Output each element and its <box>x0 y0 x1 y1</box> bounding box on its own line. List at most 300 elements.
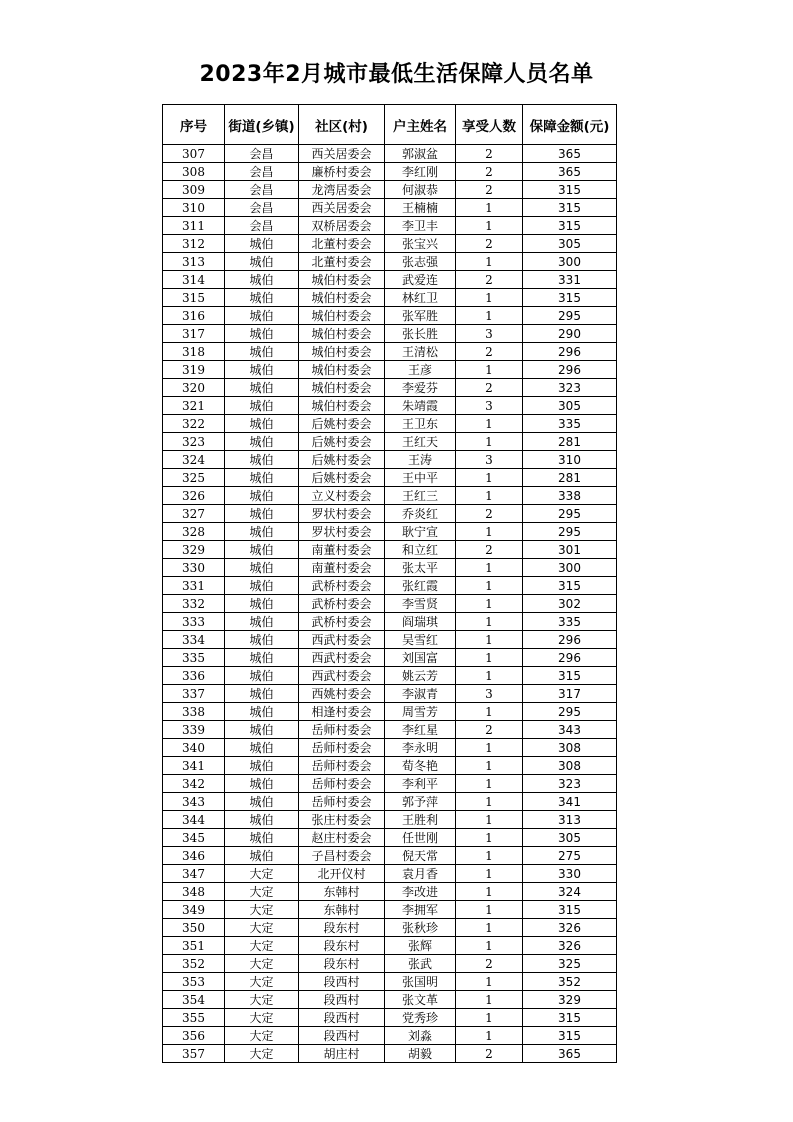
householder-cell: 任世刚 <box>385 829 456 847</box>
householder-cell: 李改进 <box>385 883 456 901</box>
street-cell: 城伯 <box>225 541 299 559</box>
street-cell: 城伯 <box>225 433 299 451</box>
street-cell: 城伯 <box>225 325 299 343</box>
member-count-cell: 1 <box>456 307 523 325</box>
serial-cell: 341 <box>163 757 225 775</box>
table-row <box>163 307 617 325</box>
street-cell: 城伯 <box>225 847 299 865</box>
table-row <box>163 559 617 577</box>
street-cell: 城伯 <box>225 739 299 757</box>
member-count-cell: 1 <box>456 811 523 829</box>
table-row <box>163 1027 617 1045</box>
street-cell: 大定 <box>225 901 299 919</box>
amount-cell: 323 <box>523 775 617 793</box>
member-count-cell: 1 <box>456 829 523 847</box>
householder-cell: 王涛 <box>385 451 456 469</box>
householder-cell: 和立红 <box>385 541 456 559</box>
community-cell: 廉桥村委会 <box>299 163 385 181</box>
householder-cell: 张国明 <box>385 973 456 991</box>
amount-cell: 296 <box>523 343 617 361</box>
community-cell: 相逢村委会 <box>299 703 385 721</box>
householder-cell: 姚云芳 <box>385 667 456 685</box>
member-count-cell: 1 <box>456 217 523 235</box>
table-row <box>163 757 617 775</box>
serial-cell: 316 <box>163 307 225 325</box>
street-cell: 城伯 <box>225 415 299 433</box>
street-cell: 城伯 <box>225 253 299 271</box>
table-row <box>163 199 617 217</box>
serial-cell: 356 <box>163 1027 225 1045</box>
householder-cell: 张红霞 <box>385 577 456 595</box>
member-count-cell: 1 <box>456 973 523 991</box>
header-serial: 序号 <box>163 105 225 145</box>
street-cell: 城伯 <box>225 235 299 253</box>
community-cell: 段东村 <box>299 937 385 955</box>
member-count-cell: 3 <box>456 325 523 343</box>
street-cell: 城伯 <box>225 631 299 649</box>
householder-cell: 张秋珍 <box>385 919 456 937</box>
serial-cell: 315 <box>163 289 225 307</box>
amount-cell: 315 <box>523 199 617 217</box>
community-cell: 段西村 <box>299 973 385 991</box>
serial-cell: 344 <box>163 811 225 829</box>
householder-cell: 李卫丰 <box>385 217 456 235</box>
street-cell: 大定 <box>225 991 299 1009</box>
table-row <box>163 829 617 847</box>
community-cell: 北董村委会 <box>299 253 385 271</box>
amount-cell: 296 <box>523 649 617 667</box>
street-cell: 城伯 <box>225 271 299 289</box>
table-row <box>163 163 617 181</box>
amount-cell: 310 <box>523 451 617 469</box>
street-cell: 会昌 <box>225 145 299 163</box>
householder-cell: 李淑青 <box>385 685 456 703</box>
page-title: 2023年2月城市最低生活保障人员名单 <box>199 62 594 87</box>
street-cell: 城伯 <box>225 811 299 829</box>
amount-cell: 300 <box>523 253 617 271</box>
member-count-cell: 1 <box>456 775 523 793</box>
member-count-cell: 1 <box>456 649 523 667</box>
street-cell: 城伯 <box>225 361 299 379</box>
serial-cell: 318 <box>163 343 225 361</box>
householder-cell: 王清松 <box>385 343 456 361</box>
community-cell: 城伯村委会 <box>299 271 385 289</box>
community-cell: 岳师村委会 <box>299 793 385 811</box>
street-cell: 大定 <box>225 919 299 937</box>
member-count-cell: 1 <box>456 667 523 685</box>
community-cell: 西武村委会 <box>299 667 385 685</box>
member-count-cell: 1 <box>456 739 523 757</box>
serial-cell: 340 <box>163 739 225 757</box>
serial-cell: 319 <box>163 361 225 379</box>
amount-cell: 352 <box>523 973 617 991</box>
serial-cell: 322 <box>163 415 225 433</box>
member-count-cell: 2 <box>456 505 523 523</box>
serial-cell: 310 <box>163 199 225 217</box>
table-row <box>163 361 617 379</box>
member-count-cell: 2 <box>456 379 523 397</box>
householder-cell: 李红星 <box>385 721 456 739</box>
householder-cell: 林红卫 <box>385 289 456 307</box>
table-row <box>163 685 617 703</box>
serial-cell: 337 <box>163 685 225 703</box>
member-count-cell: 1 <box>456 253 523 271</box>
street-cell: 城伯 <box>225 397 299 415</box>
street-cell: 城伯 <box>225 343 299 361</box>
table-row <box>163 955 617 973</box>
amount-cell: 335 <box>523 415 617 433</box>
member-count-cell: 1 <box>456 937 523 955</box>
street-cell: 城伯 <box>225 703 299 721</box>
table-row <box>163 739 617 757</box>
householder-cell: 李爱芬 <box>385 379 456 397</box>
householder-cell: 王中平 <box>385 469 456 487</box>
table-row <box>163 181 617 199</box>
street-cell: 会昌 <box>225 199 299 217</box>
table-row <box>163 721 617 739</box>
table-row <box>163 1009 617 1027</box>
serial-cell: 311 <box>163 217 225 235</box>
table-row <box>163 217 617 235</box>
householder-cell: 袁月香 <box>385 865 456 883</box>
member-count-cell: 2 <box>456 955 523 973</box>
serial-cell: 320 <box>163 379 225 397</box>
member-count-cell: 1 <box>456 991 523 1009</box>
householder-cell: 郭淑盆 <box>385 145 456 163</box>
community-cell: 段西村 <box>299 1027 385 1045</box>
table-row <box>163 883 617 901</box>
street-cell: 城伯 <box>225 793 299 811</box>
community-cell: 城伯村委会 <box>299 361 385 379</box>
member-count-cell: 1 <box>456 1027 523 1045</box>
community-cell: 武桥村委会 <box>299 577 385 595</box>
serial-cell: 326 <box>163 487 225 505</box>
householder-cell: 王红三 <box>385 487 456 505</box>
table-row <box>163 451 617 469</box>
amount-cell: 296 <box>523 631 617 649</box>
community-cell: 后姚村委会 <box>299 469 385 487</box>
member-count-cell: 1 <box>456 433 523 451</box>
amount-cell: 335 <box>523 613 617 631</box>
member-count-cell: 1 <box>456 901 523 919</box>
serial-cell: 328 <box>163 523 225 541</box>
table-row <box>163 289 617 307</box>
table-row <box>163 415 617 433</box>
community-cell: 段东村 <box>299 919 385 937</box>
member-count-cell: 2 <box>456 181 523 199</box>
amount-cell: 341 <box>523 793 617 811</box>
table-row <box>163 145 617 163</box>
member-count-cell: 1 <box>456 703 523 721</box>
householder-cell: 李利平 <box>385 775 456 793</box>
community-cell: 龙湾居委会 <box>299 181 385 199</box>
amount-cell: 331 <box>523 271 617 289</box>
table-row <box>163 595 617 613</box>
street-cell: 城伯 <box>225 685 299 703</box>
householder-cell: 王卫东 <box>385 415 456 433</box>
street-cell: 城伯 <box>225 559 299 577</box>
community-cell: 武桥村委会 <box>299 613 385 631</box>
householder-cell: 吴雪红 <box>385 631 456 649</box>
amount-cell: 301 <box>523 541 617 559</box>
serial-cell: 347 <box>163 865 225 883</box>
amount-cell: 308 <box>523 757 617 775</box>
serial-cell: 321 <box>163 397 225 415</box>
table-row <box>163 235 617 253</box>
street-cell: 城伯 <box>225 379 299 397</box>
amount-cell: 281 <box>523 469 617 487</box>
member-count-cell: 1 <box>456 415 523 433</box>
member-count-cell: 1 <box>456 613 523 631</box>
street-cell: 城伯 <box>225 469 299 487</box>
community-cell: 北开仪村 <box>299 865 385 883</box>
serial-cell: 317 <box>163 325 225 343</box>
member-count-cell: 2 <box>456 721 523 739</box>
serial-cell: 346 <box>163 847 225 865</box>
street-cell: 会昌 <box>225 217 299 235</box>
table-row <box>163 631 617 649</box>
community-cell: 城伯村委会 <box>299 307 385 325</box>
table-row <box>163 667 617 685</box>
table-row <box>163 469 617 487</box>
community-cell: 西武村委会 <box>299 631 385 649</box>
amount-cell: 329 <box>523 991 617 1009</box>
householder-cell: 郭予萍 <box>385 793 456 811</box>
member-count-cell: 1 <box>456 847 523 865</box>
community-cell: 西姚村委会 <box>299 685 385 703</box>
amount-cell: 365 <box>523 1045 617 1063</box>
member-count-cell: 3 <box>456 451 523 469</box>
member-count-cell: 2 <box>456 541 523 559</box>
street-cell: 城伯 <box>225 577 299 595</box>
table-row <box>163 775 617 793</box>
serial-cell: 353 <box>163 973 225 991</box>
amount-cell: 295 <box>523 505 617 523</box>
street-cell: 大定 <box>225 1027 299 1045</box>
householder-cell: 王楠楠 <box>385 199 456 217</box>
serial-cell: 343 <box>163 793 225 811</box>
householder-cell: 张太平 <box>385 559 456 577</box>
street-cell: 城伯 <box>225 757 299 775</box>
amount-cell: 324 <box>523 883 617 901</box>
serial-cell: 332 <box>163 595 225 613</box>
amount-cell: 315 <box>523 1027 617 1045</box>
member-count-cell: 1 <box>456 559 523 577</box>
community-cell: 东韩村 <box>299 883 385 901</box>
householder-cell: 乔炎红 <box>385 505 456 523</box>
member-count-cell: 2 <box>456 343 523 361</box>
serial-cell: 313 <box>163 253 225 271</box>
street-cell: 大定 <box>225 865 299 883</box>
amount-cell: 295 <box>523 523 617 541</box>
community-cell: 武桥村委会 <box>299 595 385 613</box>
community-cell: 东韩村 <box>299 901 385 919</box>
householder-cell: 刘淼 <box>385 1027 456 1045</box>
community-cell: 双桥居委会 <box>299 217 385 235</box>
serial-cell: 352 <box>163 955 225 973</box>
community-cell: 西武村委会 <box>299 649 385 667</box>
serial-cell: 339 <box>163 721 225 739</box>
street-cell: 大定 <box>225 937 299 955</box>
serial-cell: 325 <box>163 469 225 487</box>
serial-cell: 349 <box>163 901 225 919</box>
serial-cell: 335 <box>163 649 225 667</box>
amount-cell: 300 <box>523 559 617 577</box>
community-cell: 子昌村委会 <box>299 847 385 865</box>
serial-cell: 333 <box>163 613 225 631</box>
amount-cell: 315 <box>523 181 617 199</box>
table-row <box>163 379 617 397</box>
serial-cell: 336 <box>163 667 225 685</box>
community-cell: 西关居委会 <box>299 199 385 217</box>
community-cell: 罗状村委会 <box>299 505 385 523</box>
serial-cell: 324 <box>163 451 225 469</box>
serial-cell: 355 <box>163 1009 225 1027</box>
amount-cell: 295 <box>523 307 617 325</box>
member-count-cell: 1 <box>456 595 523 613</box>
street-cell: 会昌 <box>225 163 299 181</box>
street-cell: 城伯 <box>225 829 299 847</box>
table-row <box>163 865 617 883</box>
householder-cell: 武爱连 <box>385 271 456 289</box>
amount-cell: 305 <box>523 235 617 253</box>
community-cell: 后姚村委会 <box>299 415 385 433</box>
community-cell: 段西村 <box>299 1009 385 1027</box>
householder-cell: 张辉 <box>385 937 456 955</box>
member-count-cell: 1 <box>456 793 523 811</box>
table-row <box>163 541 617 559</box>
householder-cell: 张长胜 <box>385 325 456 343</box>
community-cell: 段西村 <box>299 991 385 1009</box>
community-cell: 赵庄村委会 <box>299 829 385 847</box>
serial-cell: 350 <box>163 919 225 937</box>
amount-cell: 317 <box>523 685 617 703</box>
roster-table <box>162 104 617 1063</box>
header-amount: 保障金额(元) <box>523 105 617 145</box>
householder-cell: 胡毅 <box>385 1045 456 1063</box>
community-cell: 岳师村委会 <box>299 721 385 739</box>
member-count-cell: 2 <box>456 1045 523 1063</box>
street-cell: 城伯 <box>225 613 299 631</box>
header-street: 街道(乡镇) <box>225 105 299 145</box>
amount-cell: 315 <box>523 217 617 235</box>
community-cell: 岳师村委会 <box>299 739 385 757</box>
member-count-cell: 1 <box>456 469 523 487</box>
amount-cell: 281 <box>523 433 617 451</box>
community-cell: 城伯村委会 <box>299 379 385 397</box>
header-householder: 户主姓名 <box>385 105 456 145</box>
member-count-cell: 2 <box>456 235 523 253</box>
street-cell: 城伯 <box>225 505 299 523</box>
header-row <box>163 105 617 145</box>
member-count-cell: 3 <box>456 685 523 703</box>
community-cell: 胡庄村 <box>299 1045 385 1063</box>
member-count-cell: 1 <box>456 631 523 649</box>
member-count-cell: 2 <box>456 271 523 289</box>
member-count-cell: 1 <box>456 577 523 595</box>
amount-cell: 305 <box>523 829 617 847</box>
householder-cell: 周雪芳 <box>385 703 456 721</box>
community-cell: 城伯村委会 <box>299 289 385 307</box>
street-cell: 大定 <box>225 1009 299 1027</box>
member-count-cell: 1 <box>456 289 523 307</box>
serial-cell: 342 <box>163 775 225 793</box>
householder-cell: 张宝兴 <box>385 235 456 253</box>
header-member-count: 享受人数 <box>456 105 523 145</box>
community-cell: 立义村委会 <box>299 487 385 505</box>
amount-cell: 326 <box>523 919 617 937</box>
amount-cell: 295 <box>523 703 617 721</box>
serial-cell: 351 <box>163 937 225 955</box>
householder-cell: 倪天常 <box>385 847 456 865</box>
serial-cell: 312 <box>163 235 225 253</box>
table-row <box>163 577 617 595</box>
amount-cell: 290 <box>523 325 617 343</box>
table-row <box>163 973 617 991</box>
street-cell: 城伯 <box>225 487 299 505</box>
householder-cell: 张军胜 <box>385 307 456 325</box>
householder-cell: 张武 <box>385 955 456 973</box>
serial-cell: 323 <box>163 433 225 451</box>
amount-cell: 323 <box>523 379 617 397</box>
street-cell: 大定 <box>225 1045 299 1063</box>
serial-cell: 327 <box>163 505 225 523</box>
table-row <box>163 847 617 865</box>
householder-cell: 何淑恭 <box>385 181 456 199</box>
member-count-cell: 1 <box>456 757 523 775</box>
community-cell: 岳师村委会 <box>299 775 385 793</box>
table-row <box>163 919 617 937</box>
street-cell: 城伯 <box>225 595 299 613</box>
community-cell: 南董村委会 <box>299 559 385 577</box>
serial-cell: 357 <box>163 1045 225 1063</box>
member-count-cell: 3 <box>456 397 523 415</box>
member-count-cell: 1 <box>456 865 523 883</box>
community-cell: 岳师村委会 <box>299 757 385 775</box>
amount-cell: 326 <box>523 937 617 955</box>
serial-cell: 308 <box>163 163 225 181</box>
amount-cell: 365 <box>523 163 617 181</box>
community-cell: 张庄村委会 <box>299 811 385 829</box>
amount-cell: 305 <box>523 397 617 415</box>
table-row <box>163 937 617 955</box>
table-row <box>163 811 617 829</box>
member-count-cell: 2 <box>456 163 523 181</box>
amount-cell: 308 <box>523 739 617 757</box>
community-cell: 北董村委会 <box>299 235 385 253</box>
householder-cell: 张志强 <box>385 253 456 271</box>
amount-cell: 315 <box>523 577 617 595</box>
table-row <box>163 433 617 451</box>
serial-cell: 309 <box>163 181 225 199</box>
amount-cell: 315 <box>523 901 617 919</box>
householder-cell: 耿宁宣 <box>385 523 456 541</box>
member-count-cell: 1 <box>456 883 523 901</box>
serial-cell: 334 <box>163 631 225 649</box>
serial-cell: 330 <box>163 559 225 577</box>
table-row <box>163 901 617 919</box>
street-cell: 城伯 <box>225 649 299 667</box>
serial-cell: 314 <box>163 271 225 289</box>
serial-cell: 338 <box>163 703 225 721</box>
amount-cell: 313 <box>523 811 617 829</box>
householder-cell: 党秀珍 <box>385 1009 456 1027</box>
householder-cell: 刘国富 <box>385 649 456 667</box>
householder-cell: 王红天 <box>385 433 456 451</box>
member-count-cell: 1 <box>456 199 523 217</box>
table-row <box>163 487 617 505</box>
table-row <box>163 613 617 631</box>
